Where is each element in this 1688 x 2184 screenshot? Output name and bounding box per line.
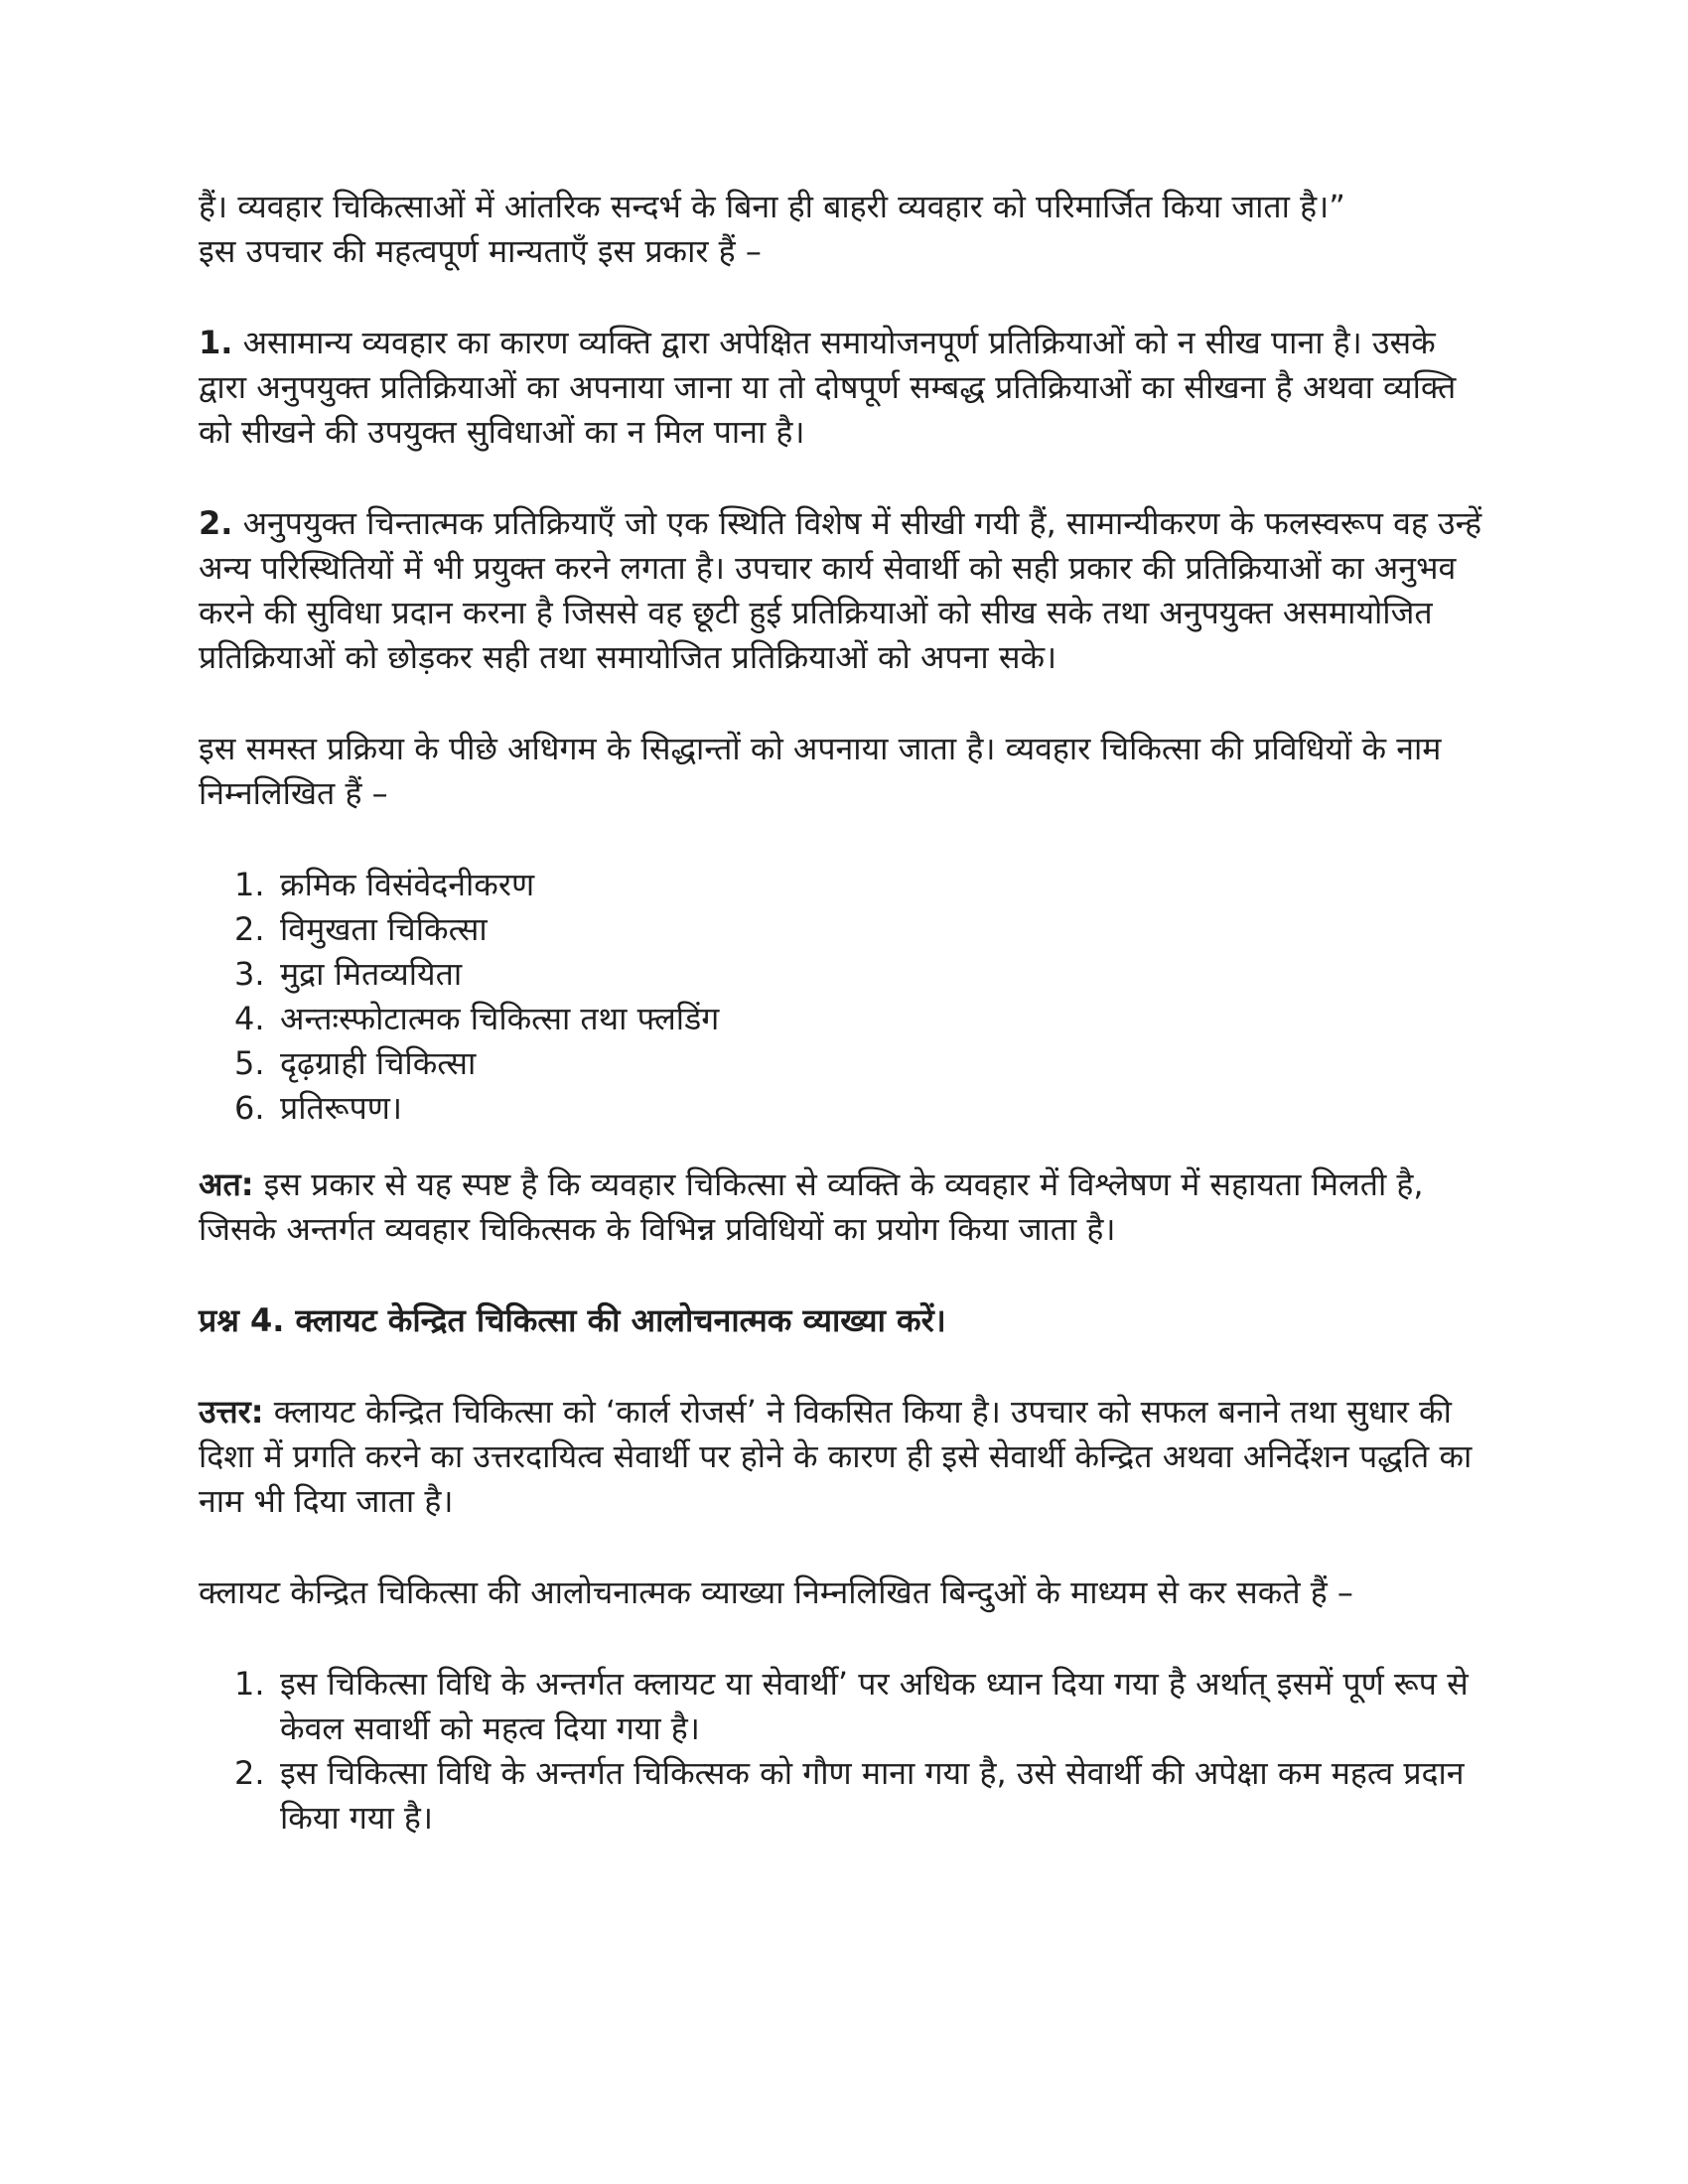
list-item [199,952,1489,997]
list-item-text: मुद्रा मितव्ययिता [280,955,463,993]
list-item [199,1751,1489,1841]
list-item-number: 5. [234,1044,265,1082]
document-page [199,185,1489,1841]
list-item-number: 2. [234,910,265,948]
point-2-label: 2. [199,504,233,542]
list-item-text: विमुखता चिकित्सा [280,910,488,948]
list-item [199,1086,1489,1131]
answer-text: क्लायट केन्द्रित चिकित्सा को ‘कार्ल रोजर्स’ ने विकसित किया है। उपचार को सफल बनाने तथा सुधार की दिशा में प्रगति करने का उत्तरदायित्व सेवार्थी पर होने के कारण ही इसे सेवार्थी केन्द्रित अथवा अनिर्देशन पद्धति का नाम भी दिया जाता है। [199,1393,1473,1520]
point-1-text: असामान्य व्यवहार का कारण व्यक्ति द्वारा अपेक्षित समायोजनपूर्ण प्रतिक्रियाओं को न सीख पाना है। उसके द्वारा अनुपयुक्त प्रतिक्रियाओं का अपनाया जाना या तो दोषपूर्ण सम्बद्ध प्रतिक्रियाओं का सीखना है अथवा व्यक्ति को सीखने की उपयुक्त सुविधाओं का न मिल पाना है। [199,324,1457,451]
point-1-paragraph [199,321,1489,455]
list-item-text: अन्तःस्फोटात्मक चिकित्सा तथा फ्लडिंग [280,1000,720,1037]
list-item-number: 3. [234,955,265,993]
point-1-label: 1. [199,324,233,361]
list-item [199,997,1489,1041]
conclusion-text: इस प्रकार से यह स्पष्ट है कि व्यवहार चिकित्सा से व्यक्ति के व्यवहार में विश्लेषण में सहायता मिलती है, जिसके अन्तर्गत व्यवहार चिकित्सक के विभिन्न प्रविधियों का प्रयोग किया जाता है। [199,1165,1424,1248]
answer-paragraph [199,1390,1489,1524]
list-item-number: 1. [234,866,265,903]
list-item [199,907,1489,952]
list-item-text: इस चिकित्सा विधि के अन्तर्गत क्लायट या सेवार्थी’ पर अधिक ध्यान दिया गया है अर्थात् इसमें पूर्ण रूप से केवल सवार्थी को महत्व दिया गया है। [280,1665,1469,1747]
list-item-number: 6. [234,1089,265,1127]
list-item-text: प्रतिरूपण। [280,1089,403,1127]
critique-list [199,1662,1489,1841]
list-item-number: 1. [234,1665,265,1703]
point-2-text: अनुपयुक्त चिन्तात्मक प्रतिक्रियाएँ जो एक स्थिति विशेष में सीखी गयी हैं, सामान्यीकरण के फलस्वरूप वह उन्हें अन्य परिस्थितियों में भी प्रयुक्त करने लगता है। उपचार कार्य सेवार्थी को सही प्रकार की प्रतिक्रियाओं का अनुभव करने की सुविधा प्रदान करना है जिससे वह छूटी हुई प्रतिक्रियाओं को सीख सके तथा अनुपयुक्त असमायोजित प्रतिक्रियाओं को छोड़कर सही तथा समायोजित प्रतिक्रियाओं को अपना सके। [199,504,1482,676]
list-item-text: इस चिकित्सा विधि के अन्तर्गत चिकित्सक को गौण माना गया है, उसे सेवार्थी की अपेक्षा कम महत्व प्रदान किया गया है। [280,1754,1465,1837]
intro-line-1: हैं। व्यवहार चिकित्साओं में आंतरिक सन्दर्भ के बिना ही बाहरी व्यवहार को परिमार्जित किया जाता है।” [199,188,1345,225]
intro-paragraph [199,185,1489,274]
list-item-text: दृढ़ग्राही चिकित्सा [280,1044,477,1082]
list-item-number: 2. [234,1754,265,1792]
answer-label: उत्तर: [199,1393,264,1431]
point-2-paragraph [199,501,1489,680]
intro-line-2: इस उपचार की महत्वपूर्ण मान्यताएँ इस प्रकार हैं – [199,232,762,270]
list-item-number: 4. [234,1000,265,1037]
methods-list [199,863,1489,1131]
list-item [199,1041,1489,1086]
list-item-text: क्रमिक विसंवेदनीकरण [280,866,535,903]
conclusion-label: अत: [199,1165,254,1203]
list-item [199,863,1489,907]
question-4-heading: प्रश्न 4. क्लायट केन्द्रित चिकित्सा की आलोचनात्मक व्याख्या करें। [199,1301,946,1339]
methods-intro-paragraph: इस समस्त प्रक्रिया के पीछे अधिगम के सिद्धान्तों को अपनाया जाता है। व्यवहार चिकित्सा की प्रविधियों के नाम निम्नलिखित हैं – [199,730,1442,812]
list-item [199,1662,1489,1751]
critique-intro-paragraph: क्लायट केन्द्रित चिकित्सा की आलोचनात्मक व्याख्या निम्नलिखित बिन्दुओं के माध्यम से कर सकते हैं – [199,1573,1353,1611]
conclusion-paragraph [199,1162,1489,1252]
